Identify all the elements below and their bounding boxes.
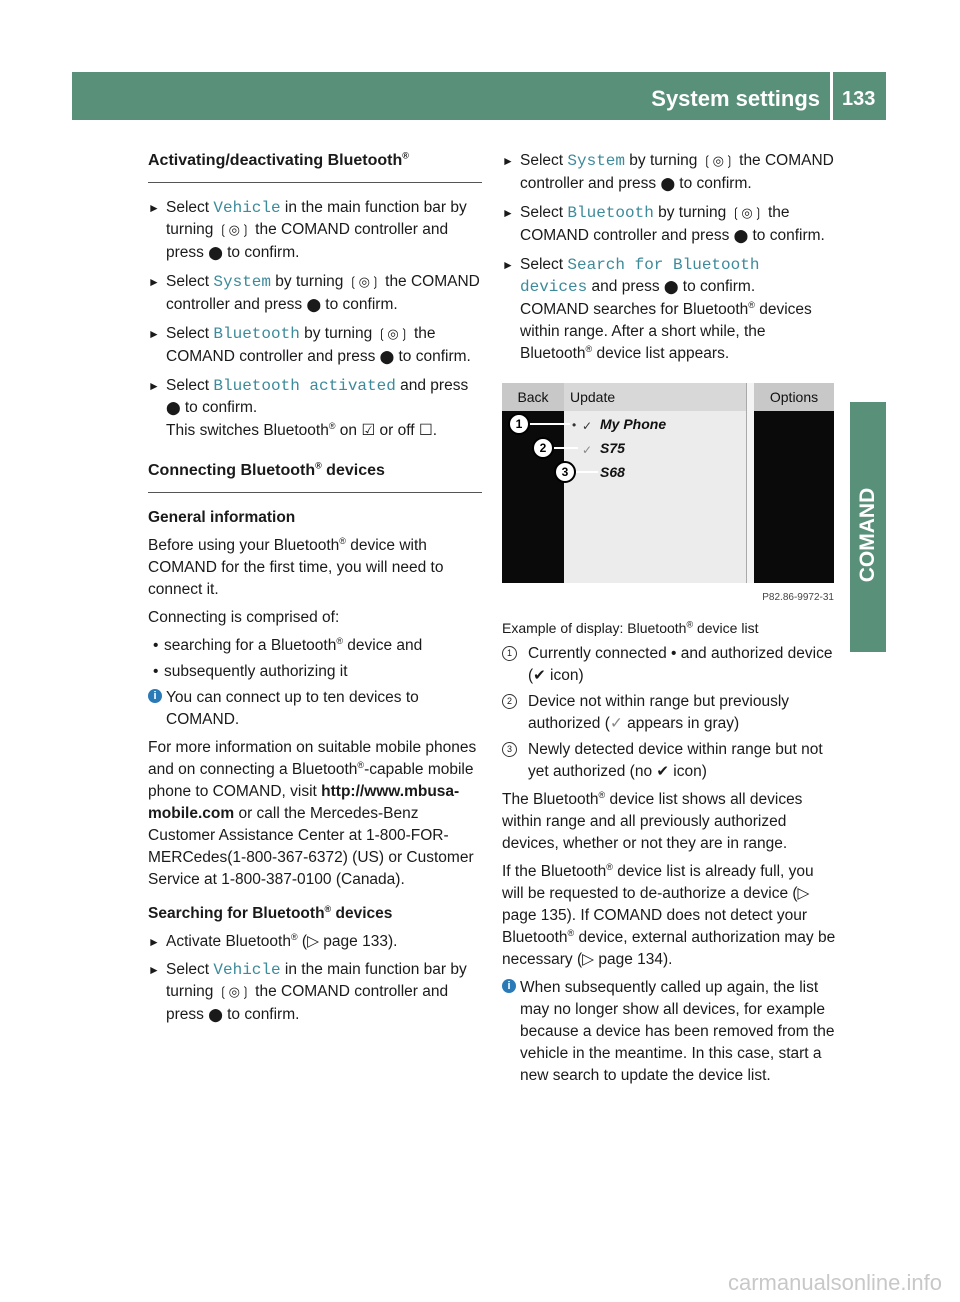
authorized-phone-icon: ✓ xyxy=(582,419,593,433)
step: ► Select Vehicle in the main function bar by turning ❲◎❳ the COMAND controller and press ⬤ to confirm. xyxy=(148,961,467,1023)
callout-line xyxy=(554,447,578,449)
step: ► Select Bluetooth activated and press ⬤ to confirm. This switches Bluetooth® on ☑ or off ☐. xyxy=(148,377,469,439)
legend-item: 2 Device not within range but previously authorized (✓ appears in gray) xyxy=(502,691,836,735)
info-icon: i xyxy=(148,689,162,703)
menu-item-bluetooth: Bluetooth xyxy=(567,204,654,222)
searching-heading: Searching for Bluetooth® devices xyxy=(148,903,393,922)
controller-press-icon: ⬤ xyxy=(166,401,181,416)
step: ► Select Bluetooth by turning ❲◎❳ the COMAND controller and press ⬤ to confirm. xyxy=(148,325,471,365)
device-row[interactable]: S68 xyxy=(600,464,625,480)
watermark: carmanualsonline.info xyxy=(727,1270,942,1295)
comprised-paragraph: Connecting is comprised of: xyxy=(148,609,340,626)
controller-press-icon: ⬤ xyxy=(208,246,223,261)
header-divider xyxy=(830,72,833,120)
step: ► Select Bluetooth by turning ❲◎❳ the COMAND controller and press ⬤ to confirm. xyxy=(502,204,825,244)
connected-dot-icon: • xyxy=(671,645,677,662)
step: ► Select Vehicle in the main function bar by turning ❲◎❳ the COMAND controller and press ⬤ to confirm. xyxy=(148,199,467,261)
side-tab-marker xyxy=(850,402,886,418)
controller-turn-icon: ❲◎❳ xyxy=(347,275,381,290)
authorized-gray-icon: ✓ xyxy=(609,715,623,732)
authorized-phone-gray-icon: ✓ xyxy=(582,443,593,457)
page-title: System settings xyxy=(651,86,820,111)
page-ref-icon: ▷ xyxy=(307,933,319,950)
connecting-heading: Connecting Bluetooth® devices xyxy=(148,460,482,493)
step: ► Activate Bluetooth® (▷ page 133). xyxy=(148,931,398,950)
checkmark-icon: ✔ xyxy=(656,763,669,780)
connected-dot-icon: • xyxy=(572,418,577,432)
figure-caption: Example of display: Bluetooth® device list xyxy=(502,619,759,636)
list-item: • subsequently authorizing it xyxy=(148,661,482,683)
screen-options-button[interactable]: Options xyxy=(754,383,834,411)
callout-line xyxy=(526,423,570,425)
activating-heading: Activating/deactivating Bluetooth® xyxy=(148,150,482,183)
controller-turn-icon: ❲◎❳ xyxy=(217,223,251,238)
legend-item: 1 Currently connected • and authorized device (✔ icon) xyxy=(502,643,836,687)
legend-item: 3 Newly detected device within range but not yet authorized (no ✔ icon) xyxy=(502,739,836,783)
callout-2: 2 xyxy=(532,437,554,459)
menu-item-system: System xyxy=(567,152,625,170)
list-full-paragraph: If the Bluetooth® device list is already full, you will be requested to de-authorize a device (▷ page 135). If COMAND does not detect your Bluetooth® device, external authorization may be necessary (▷ page 134). xyxy=(502,861,836,968)
callout-line xyxy=(576,471,598,473)
controller-turn-icon: ❲◎❳ xyxy=(730,206,764,221)
checkbox-checked-icon: ☑ xyxy=(361,422,376,439)
menu-item-search-devices: Search for Bluetooth devices xyxy=(520,256,760,296)
controller-press-icon: ⬤ xyxy=(733,229,749,244)
step: ► Select System by turning ❲◎❳ the COMAND controller and press ⬤ to confirm. xyxy=(148,273,480,313)
controller-turn-icon: ❲◎❳ xyxy=(701,154,735,169)
website-link[interactable]: http://www.mbusa-mobile.com xyxy=(148,783,460,822)
right-column xyxy=(502,150,836,1093)
controller-turn-icon: ❲◎❳ xyxy=(217,985,251,1000)
menu-item-bluetooth-activated: Bluetooth activated xyxy=(213,377,396,395)
page-ref-icon: ▷ xyxy=(582,951,595,968)
screen-left-panel xyxy=(502,411,564,583)
info-note: i When subsequently called up again, the list may no longer show all devices, for example because a device has been removed from the vehicle in the meantime. In this case, start a new search to update the device list. xyxy=(502,977,836,1087)
info-note: i You can connect up to ten devices to COMAND. xyxy=(148,687,482,731)
device-row[interactable]: S75 xyxy=(600,440,625,456)
menu-item-system: System xyxy=(213,273,271,291)
screen-back-button[interactable]: Back xyxy=(502,383,564,411)
list-item: • searching for a Bluetooth® device and xyxy=(148,635,482,657)
device-list-screen xyxy=(502,383,834,583)
menu-item-vehicle: Vehicle xyxy=(213,961,281,979)
info-icon: i xyxy=(502,979,516,993)
screen-right-panel xyxy=(754,411,834,583)
controller-press-icon: ⬤ xyxy=(379,350,395,365)
menu-item-vehicle: Vehicle xyxy=(213,199,281,217)
callout-1: 1 xyxy=(508,413,530,435)
figure-code: P82.86-9972-31 xyxy=(762,592,834,603)
callout-3: 3 xyxy=(554,461,576,483)
general-info-heading: General information xyxy=(148,509,296,526)
device-row[interactable]: My Phone xyxy=(600,416,667,432)
controller-press-icon: ⬤ xyxy=(306,298,321,313)
left-column xyxy=(148,150,482,1033)
side-tab-label: COMAND xyxy=(856,487,879,583)
screen-update-button[interactable]: Update xyxy=(564,383,746,411)
page-ref-icon: ▷ xyxy=(797,885,810,902)
step: ► Select Search for Bluetooth devices and press ⬤ to confirm. COMAND searches for Bluetooth® devices within range. After a short while, the Bluetooth® device list appears. xyxy=(502,256,812,362)
more-info-paragraph: For more information on suitable mobile phones and on connecting a Bluetooth®-capable mobile phone to COMAND, visit http://www.mbusa-mobile.com or call the Mercedes-Benz Customer Assistance Center at 1-800-FOR-MERCedes(1-800-367-6372) (US) or Customer Service at 1-800-387-0100 (Canada). xyxy=(148,739,477,888)
device-list-paragraph: The Bluetooth® device list shows all devices within range and all previously authorized devices, whether or not they are in range. xyxy=(502,789,803,852)
menu-item-bluetooth: Bluetooth xyxy=(213,325,300,343)
controller-press-icon: ⬤ xyxy=(208,1008,223,1023)
controller-turn-icon: ❲◎❳ xyxy=(376,327,410,342)
controller-press-icon: ⬤ xyxy=(660,177,675,192)
checkmark-icon: ✔ xyxy=(533,667,546,684)
general-info-paragraph: Before using your Bluetooth® device with COMAND for the first time, you will need to connect it. xyxy=(148,535,444,598)
checkbox-empty-icon: ☐ xyxy=(418,422,433,439)
step: ► Select System by turning ❲◎❳ the COMAND controller and press ⬤ to confirm. xyxy=(502,152,834,192)
page-number: 133 xyxy=(842,88,876,110)
controller-press-icon: ⬤ xyxy=(663,280,679,295)
